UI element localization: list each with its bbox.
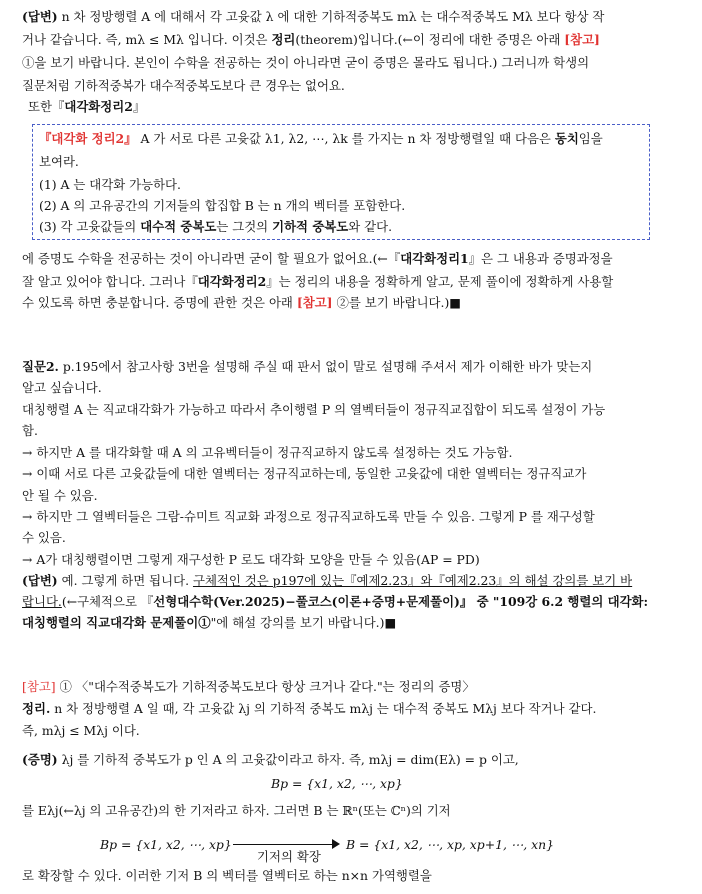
theorem-item2: (2) A 의 고유공간의 기저들의 합집합 B 는 n 개의 벡터를 포함한다.	[39, 198, 406, 213]
answer1-line4: 질문처럼 기하적중복가 대수적중복도보다 큰 경우는 없어요.	[22, 78, 345, 93]
formula-basis-left: Bp = {x1, x2, ⋯, xp}	[100, 837, 232, 852]
ref1-theorem: 정리. n 차 정방행렬 A 일 때, 각 고윳값 λj 의 기하적 중복도 mλj 는 대수적 중복도 Mλj 보다 작거나 같다.	[22, 701, 597, 716]
question-label: 질문2.	[22, 359, 59, 374]
ref-label: [참고]	[22, 679, 56, 694]
formula-basis: Bp = {x1, x2, ⋯, xp}	[271, 776, 403, 791]
lecture-link[interactable]: 구체적인 것은 p197에 있는『예제2.23』와『예제2.23』의 해설 강의를 보기 바	[192, 573, 633, 588]
theorem-item3: (3) 각 고윳값들의 대수적 중복도는 그것의 기하적 중복도와 같다.	[39, 219, 393, 234]
formula-basis-right: B = {x1, x2, ⋯, xp, xp+1, ⋯, xn}	[346, 837, 554, 852]
question2-line9: 수 있음.	[22, 530, 66, 545]
question2-line8: → 하지만 그 열벡터들은 그람-슈미트 직교화 과정으로 정규직교하도록 만들 수 있음. 그렇게 P 를 재구성할	[22, 509, 595, 524]
ref1-proof-line1: (증명) λj 를 기하적 중복도가 p 인 A 의 고윳값이라고 하자. 즉, mλj = dim(Eλ) = p 이고,	[22, 752, 519, 767]
lecture-link-cont[interactable]: 랍니다.	[22, 594, 62, 609]
answer3-line1: (답변) 예. 그렇게 하면 됩니다. 구체적인 것은 p197에 있는『예제2.23』와『예제2.23』의 해설 강의를 보기 바	[22, 573, 633, 588]
question2-line7: 안 될 수 있음.	[22, 488, 98, 503]
ref1-theorem-line2: 즉, mλj ≤ Mλj 이다.	[22, 723, 140, 738]
answer2-line1: 에 증명도 수학을 전공하는 것이 아니라면 굳이 할 필요가 없어요.(←『대각화정리1』은 그 내용과 증명과정을	[22, 251, 613, 266]
theorem-item1: (1) A 는 대각화 가능하다.	[39, 177, 181, 192]
ref-link[interactable]: [참고]	[564, 32, 600, 47]
ref1-proof-line3: 로 확장할 수 있다. 이러한 기저 B 의 벡터를 열벡터로 하는 n×n 가역행렬을	[22, 868, 432, 883]
answer-label: (답변)	[22, 573, 58, 588]
question2-line6: → 이때 서로 다른 고윳값들에 대한 열벡터는 정규직교하는데, 동일한 고윳값에 대한 열벡터는 정규직교가	[22, 466, 587, 481]
question2-line10: → A가 대칭행렬이면 그렇게 재구성한 P 로도 대각화 모양을 만들 수 있음(AP = PD)	[22, 552, 480, 567]
theorem-title: 『대각화 정리2』	[39, 131, 137, 146]
question2-line5: → 하지만 A 를 대각화할 때 A 의 고유벡터들이 정규직교하지 않도록 설정하는 것도 가능함.	[22, 445, 513, 460]
theorem-line2: 보여라.	[39, 154, 79, 169]
theorem-line1: 『대각화 정리2』 A 가 서로 다른 고윳값 λ1, λ2, ⋯, λk 를 가지는 n 차 정방행렬일 때 다음은 동치임을	[39, 131, 603, 146]
ref1-proof-line2: 를 Eλj(←λj 의 고유공간)의 한 기저라고 하자. 그러면 B 는 ℝⁿ(또는 ℂⁿ)의 기저	[22, 803, 451, 818]
ref1-heading: [참고] ① 〈"대수적중복도가 기하적중복도보다 항상 크거나 같다."는 정리의 증명〉	[22, 679, 475, 694]
question2-line2: 알고 싶습니다.	[22, 380, 102, 395]
answer1-line5: 또한『대각화정리2』	[28, 99, 146, 114]
answer1-line1: (답변) n 차 정방행렬 A 에 대해서 각 고윳값 λ 에 대한 기하적중복도 mλ 는 대수적중복도 Mλ 보다 항상 작	[22, 9, 605, 24]
answer2-line2: 잘 알고 있어야 합니다. 그러나『대각화정리2』는 정리의 내용을 정확하게 알고, 문제 풀이에 정확하게 사용할	[22, 274, 614, 289]
answer3-line3: 대칭행렬의 직교대각화 문제풀이①"에 해설 강의를 보기 바랍니다.)■	[22, 615, 397, 630]
ref-link[interactable]: [참고]	[296, 295, 333, 310]
arrow-label: 기저의 확장	[257, 849, 321, 864]
basis-extension-arrow	[233, 835, 341, 865]
question2-line4: 함.	[22, 423, 38, 438]
answer1-line2: 거나 같습니다. 즉, mλ ≤ Mλ 입니다. 이것은 정리(theorem)입니다.(←이 정리에 대한 증명은 아래 [참고]	[22, 32, 600, 47]
answer3-line2: 랍니다.(←구체적으로 『선형대수학(Ver.2025)−풀코스(이론+증명+문제풀이)』 중 "109강 6.2 행렬의 대각화:	[22, 594, 649, 609]
answer1-line3: ①을 보기 바랍니다. 본인이 수학을 전공하는 것이 아니라면 굳이 증명은 몰라도 됩니다.) 그러니까 학생의	[22, 55, 590, 70]
arrow-right-icon	[332, 839, 340, 849]
question2-line1: 질문2. p.195에서 참고사항 3번을 설명해 주실 때 판서 없이 말로 설명해 주셔서 제가 이해한 바가 맞는지	[22, 359, 593, 374]
question2-line3: 대칭행렬 A 는 직교대각화가 가능하고 따라서 추이행렬 P 의 열벡터들이 정규직교집합이 되도록 설정이 가능	[22, 402, 606, 417]
answer-label: (답변)	[22, 9, 58, 24]
answer2-line3: 수 있도록 하면 충분합니다. 증명에 관한 것은 아래 [참고] ②를 보기 바랍니다.)■	[22, 295, 461, 310]
